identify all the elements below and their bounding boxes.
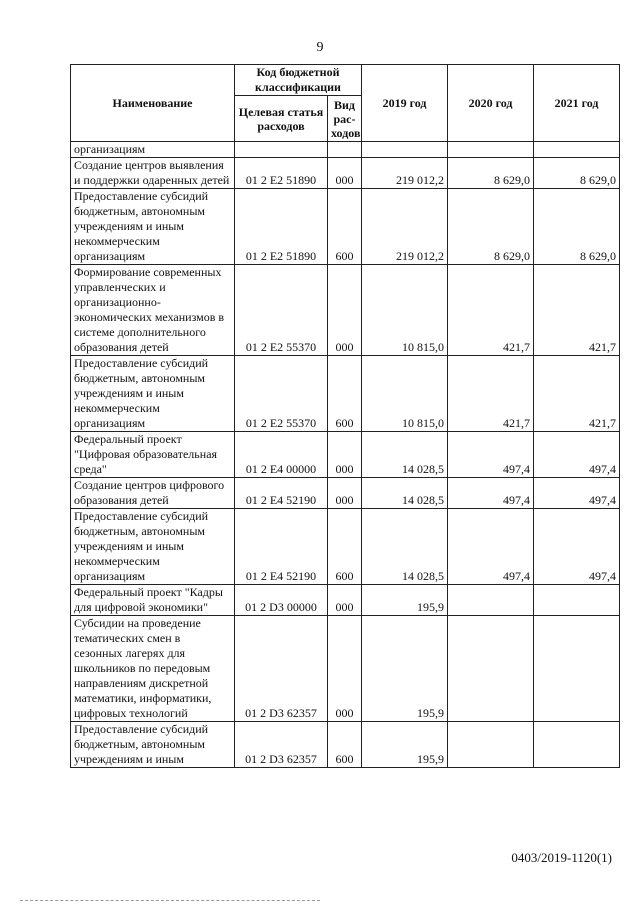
cell-2021: 8 629,0 — [534, 189, 620, 265]
document-code: 0403/2019-1120(1) — [511, 850, 612, 865]
budget-table — [70, 64, 620, 768]
cell-2021: 8 629,0 — [534, 158, 620, 189]
cell-expense-kind: 600 — [328, 189, 362, 265]
table-row — [71, 585, 620, 616]
cell-expense-kind: 000 — [328, 478, 362, 509]
cell-2020 — [448, 616, 534, 722]
cell-expense-kind: 600 — [328, 356, 362, 432]
header-expense-kind: Вид рас-ходов — [328, 96, 362, 142]
cell-2019: 10 815,0 — [362, 356, 448, 432]
table-row — [71, 189, 620, 265]
table-row — [71, 616, 620, 722]
cell-name: организациям — [71, 142, 235, 158]
cell-name: Предоставление субсидий бюджетным, автономным учреждениям и иным некоммерческим организациям — [71, 509, 235, 585]
page-number: 9 — [316, 40, 324, 55]
cell-name: Предоставление субсидий бюджетным, автономным учреждениям и иным некоммерческим организациям — [71, 189, 235, 265]
header-2021: 2021 год — [534, 65, 620, 142]
cell-name: Предоставление субсидий бюджетным, автономным учреждениям и иным — [71, 722, 235, 768]
cell-2021: 497,4 — [534, 432, 620, 478]
cell-target-article: 01 2 D3 62357 — [235, 616, 328, 722]
cell-2020: 497,4 — [448, 509, 534, 585]
cell-expense-kind: 000 — [328, 616, 362, 722]
table-row — [71, 356, 620, 432]
cell-2020: 497,4 — [448, 432, 534, 478]
cell-expense-kind: 600 — [328, 509, 362, 585]
cell-2021 — [534, 142, 620, 158]
table-row — [71, 722, 620, 768]
cell-2019: 14 028,5 — [362, 432, 448, 478]
cell-expense-kind: 000 — [328, 432, 362, 478]
bottom-divider — [20, 900, 320, 901]
header-target-article: Целевая статья расходов — [235, 96, 328, 142]
cell-2021 — [534, 616, 620, 722]
cell-2021 — [534, 585, 620, 616]
cell-target-article: 01 2 E2 55370 — [235, 356, 328, 432]
cell-2021: 421,7 — [534, 356, 620, 432]
cell-name: Предоставление субсидий бюджетным, автономным учреждениям и иным некоммерческим организациям — [71, 356, 235, 432]
cell-target-article: 01 2 E2 51890 — [235, 158, 328, 189]
cell-expense-kind: 000 — [328, 158, 362, 189]
table-row — [71, 509, 620, 585]
cell-expense-kind: 600 — [328, 722, 362, 768]
cell-2019: 14 028,5 — [362, 478, 448, 509]
table-header — [71, 65, 620, 142]
table-row — [71, 265, 620, 356]
cell-2019: 195,9 — [362, 722, 448, 768]
cell-2019: 219 012,2 — [362, 189, 448, 265]
cell-2019: 219 012,2 — [362, 158, 448, 189]
cell-name: Субсидии на проведение тематических смен в сезонных лагерях для школьников по передовым направлениям дискретной математики, информатики, цифровых технологий — [71, 616, 235, 722]
cell-target-article: 01 2 D3 00000 — [235, 585, 328, 616]
cell-name: Формирование современных управленческих и организационно-экономических механизмов в системе дополнительного образования детей — [71, 265, 235, 356]
header-code-group: Код бюджетной классификации — [235, 65, 362, 96]
table-row — [71, 158, 620, 189]
cell-2021: 421,7 — [534, 265, 620, 356]
cell-2019: 195,9 — [362, 616, 448, 722]
table-row — [71, 142, 620, 158]
cell-target-article: 01 2 E4 00000 — [235, 432, 328, 478]
cell-name: Федеральный проект "Кадры для цифровой экономики" — [71, 585, 235, 616]
header-2020: 2020 год — [448, 65, 534, 142]
cell-target-article — [235, 142, 328, 158]
cell-expense-kind: 000 — [328, 265, 362, 356]
cell-2020: 497,4 — [448, 478, 534, 509]
cell-2020 — [448, 585, 534, 616]
cell-2021: 497,4 — [534, 478, 620, 509]
cell-2020: 8 629,0 — [448, 158, 534, 189]
header-name: Наименование — [71, 65, 235, 142]
cell-2020: 8 629,0 — [448, 189, 534, 265]
cell-name: Федеральный проект "Цифровая образовательная среда" — [71, 432, 235, 478]
cell-2020 — [448, 722, 534, 768]
cell-2020: 421,7 — [448, 265, 534, 356]
cell-target-article: 01 2 E2 55370 — [235, 265, 328, 356]
cell-expense-kind — [328, 142, 362, 158]
cell-2020 — [448, 142, 534, 158]
cell-target-article: 01 2 E4 52190 — [235, 478, 328, 509]
cell-2021: 497,4 — [534, 509, 620, 585]
cell-target-article: 01 2 D3 62357 — [235, 722, 328, 768]
cell-2020: 421,7 — [448, 356, 534, 432]
table-body — [71, 142, 620, 768]
cell-2019: 10 815,0 — [362, 265, 448, 356]
table-row — [71, 478, 620, 509]
cell-expense-kind: 000 — [328, 585, 362, 616]
cell-2019: 14 028,5 — [362, 509, 448, 585]
cell-2019: 195,9 — [362, 585, 448, 616]
cell-target-article: 01 2 E2 51890 — [235, 189, 328, 265]
table-row — [71, 432, 620, 478]
cell-2019 — [362, 142, 448, 158]
cell-2021 — [534, 722, 620, 768]
cell-name: Создание центров цифрового образования детей — [71, 478, 235, 509]
cell-name: Создание центров выявления и поддержки одаренных детей — [71, 158, 235, 189]
cell-target-article: 01 2 E4 52190 — [235, 509, 328, 585]
header-2019: 2019 год — [362, 65, 448, 142]
